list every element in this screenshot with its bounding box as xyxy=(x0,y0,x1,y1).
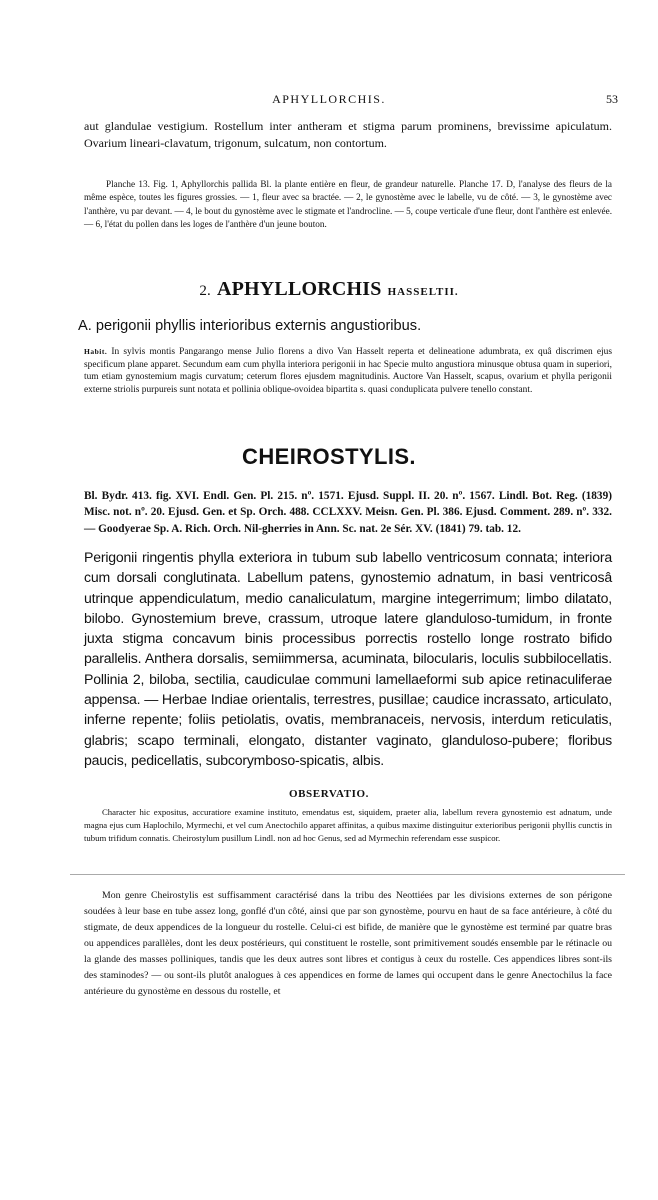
intro-paragraph: aut glandulae vestigium. Rostellum inter antheram et stigma parum prominens, brevissime apiculatum. Ovarium lineari-clavatum, trigonum, sulcatum, non contortum. xyxy=(84,119,612,150)
habitat-label: Habit. xyxy=(84,347,108,356)
species-epithet: HASSELTII. xyxy=(387,286,459,298)
habitat-text: In sylvis montis Pangarango mense Julio florens a divo Van Hasselt reperta et delineatione adumbrata, ex quâ discrimen ejus specificum plane apparet. Secundum eam cum phylla interiora perigonii in hac Specie multo angustiora minusque obtusa quam in superiori, tum etiam gynostemium magis curvatum; ceterum flores ejusdem magnitudinis. Auctore Van Hasselt, scapus, ovarium et phylla perigonii externe striolis purpureis sunt notata et pollinia oblique-ovoidea bipartita s. quasi conduplicata pulvere tenello constant. xyxy=(84,347,612,395)
genus-references: Bl. Bydr. 413. fig. XVI. Endl. Gen. Pl. 215. nº. 1571. Ejusd. Suppl. II. 20. nº. 1567. Lindl. Bot. Reg. (1839) Misc. not. nº. 20. Ejusd. Gen. et Sp. Orch. 488. CCLXXV. Meisn. Gen. Pl. 386. Ejusd. Comment. 289. nº. 332. — Goodyerae Sp. A. Rich. Orch. Nil-gherries in Ann. Sc. nat. 2e Sér. XV. (1841) 79. tab. 12. xyxy=(84,490,612,535)
species-genus: APHYLLORCHIS xyxy=(216,278,382,300)
observatio-paragraph: Character hic expositus, accuratiore examine instituto, emendatus est, siquidem, praeter alia, labellum revera gynostemio est adnatum, unde magna ejus cum Haplochilo, Myrmechi, et vel cum Anectochilo apparet affinitas, a quibus maxime distinguitur exterioribus perigonii phyllis cunctis in tubum trifidum connatis. Cheirostylum pusillum Lindl. non ad hoc Genus, sed ad Myrmechin referendam esse suspicor. xyxy=(84,807,612,844)
french-discussion: Mon genre Cheirostylis est suffisamment caractérisé dans la tribu des Neottiées par les divisions externes de son périgone soudées à leur base en tube assez long, gonflé d'un côté, ainsi que par son gynostème, pourvu en haut de sa face antérieure, à côté du stigmate, de deux appendices de la longueur du rostelle. Celui-ci est bifide, de manière que le gynostème est terminé par quatre bras ou appendices parallèles, dont les deux postérieurs, qui constituent le rostelle, sont primitivement soudés ensemble par le rétinacle ou la glande des masses polliniques, tandis que les deux autres sont libres et contigus à ceux du rostelle. Ces appendices libres sont-ils des staminodes? — ou sont-ils plutôt analogues à ces appendices en forme de lames qui occupent dans le genre Anectochilus la face antérieure du gynostème en dessous du rostelle, et xyxy=(84,890,612,997)
habitat-paragraph xyxy=(84,346,612,396)
section-divider xyxy=(70,874,625,875)
species-heading xyxy=(0,278,658,301)
species-diagnosis: A. perigonii phyllis interioribus externis angustioribus. xyxy=(78,318,422,334)
genus-title: CHEIROSTYLIS. xyxy=(242,444,416,469)
running-header xyxy=(0,92,658,110)
observatio-heading: OBSERVATIO. xyxy=(288,788,370,800)
page-number: 53 xyxy=(606,92,618,106)
species-number: 2. xyxy=(199,283,211,299)
plate-explanation: Planche 13. Fig. 1, Aphyllorchis pallida Bl. la plante entière en fleur, de grandeur naturelle. Planche 17. D, l'analyse des fleurs de la même espèce, toutes les figures grossies. — 1, fleur avec sa bractée. — 2, le gynostème avec le labelle, vu de côté. — 3, le gynostème avec l'anthère, vu par devant. — 4, le bout du gynostème avec le stigmate et l'androcline. — 5, coupe verticale d'une fleur, dont l'anthère est enlevée. — 6, l'état du pollen dans les loges de l'anthère d'un jeune bouton. xyxy=(84,179,612,230)
running-title: APHYLLORCHIS. xyxy=(272,92,386,106)
genus-description: Perigonii ringentis phylla exteriora in tubum sub labello ventricosum connata; interiora cum dorsali conglutinata. Labellum patens, gynostemio adnatum, in basi ventricosâ utrinque appendiculatum, medio canaliculatum, margine integerrimum; limbo dilatato, bilobo. Gynostemium breve, crassum, utroque latere glanduloso-tumidum, in fronte juxta stigma concavum binis processibus porrectis rostello longe rostrato bifido parallelis. Anthera dorsalis, semiimmersa, acuminata, bilocularis, loculis subbilocellatis. Pollinia 2, biloba, sectilia, caudiculae communi lamellaeformi sub apice retinaculiferae appensa. — Herbae Indiae orientalis, terrestres, pusillae; caudice incrassato, articulato, inferne repente; foliis petiolatis, ovatis, membranaceis, nervosis, interdum reticulatis, glabris; scapo terminali, elongato, distanter vaginato, glanduloso-pubere; floribus paucis, pedicellatis, subcorymboso-spicatis, albis. xyxy=(84,549,612,768)
